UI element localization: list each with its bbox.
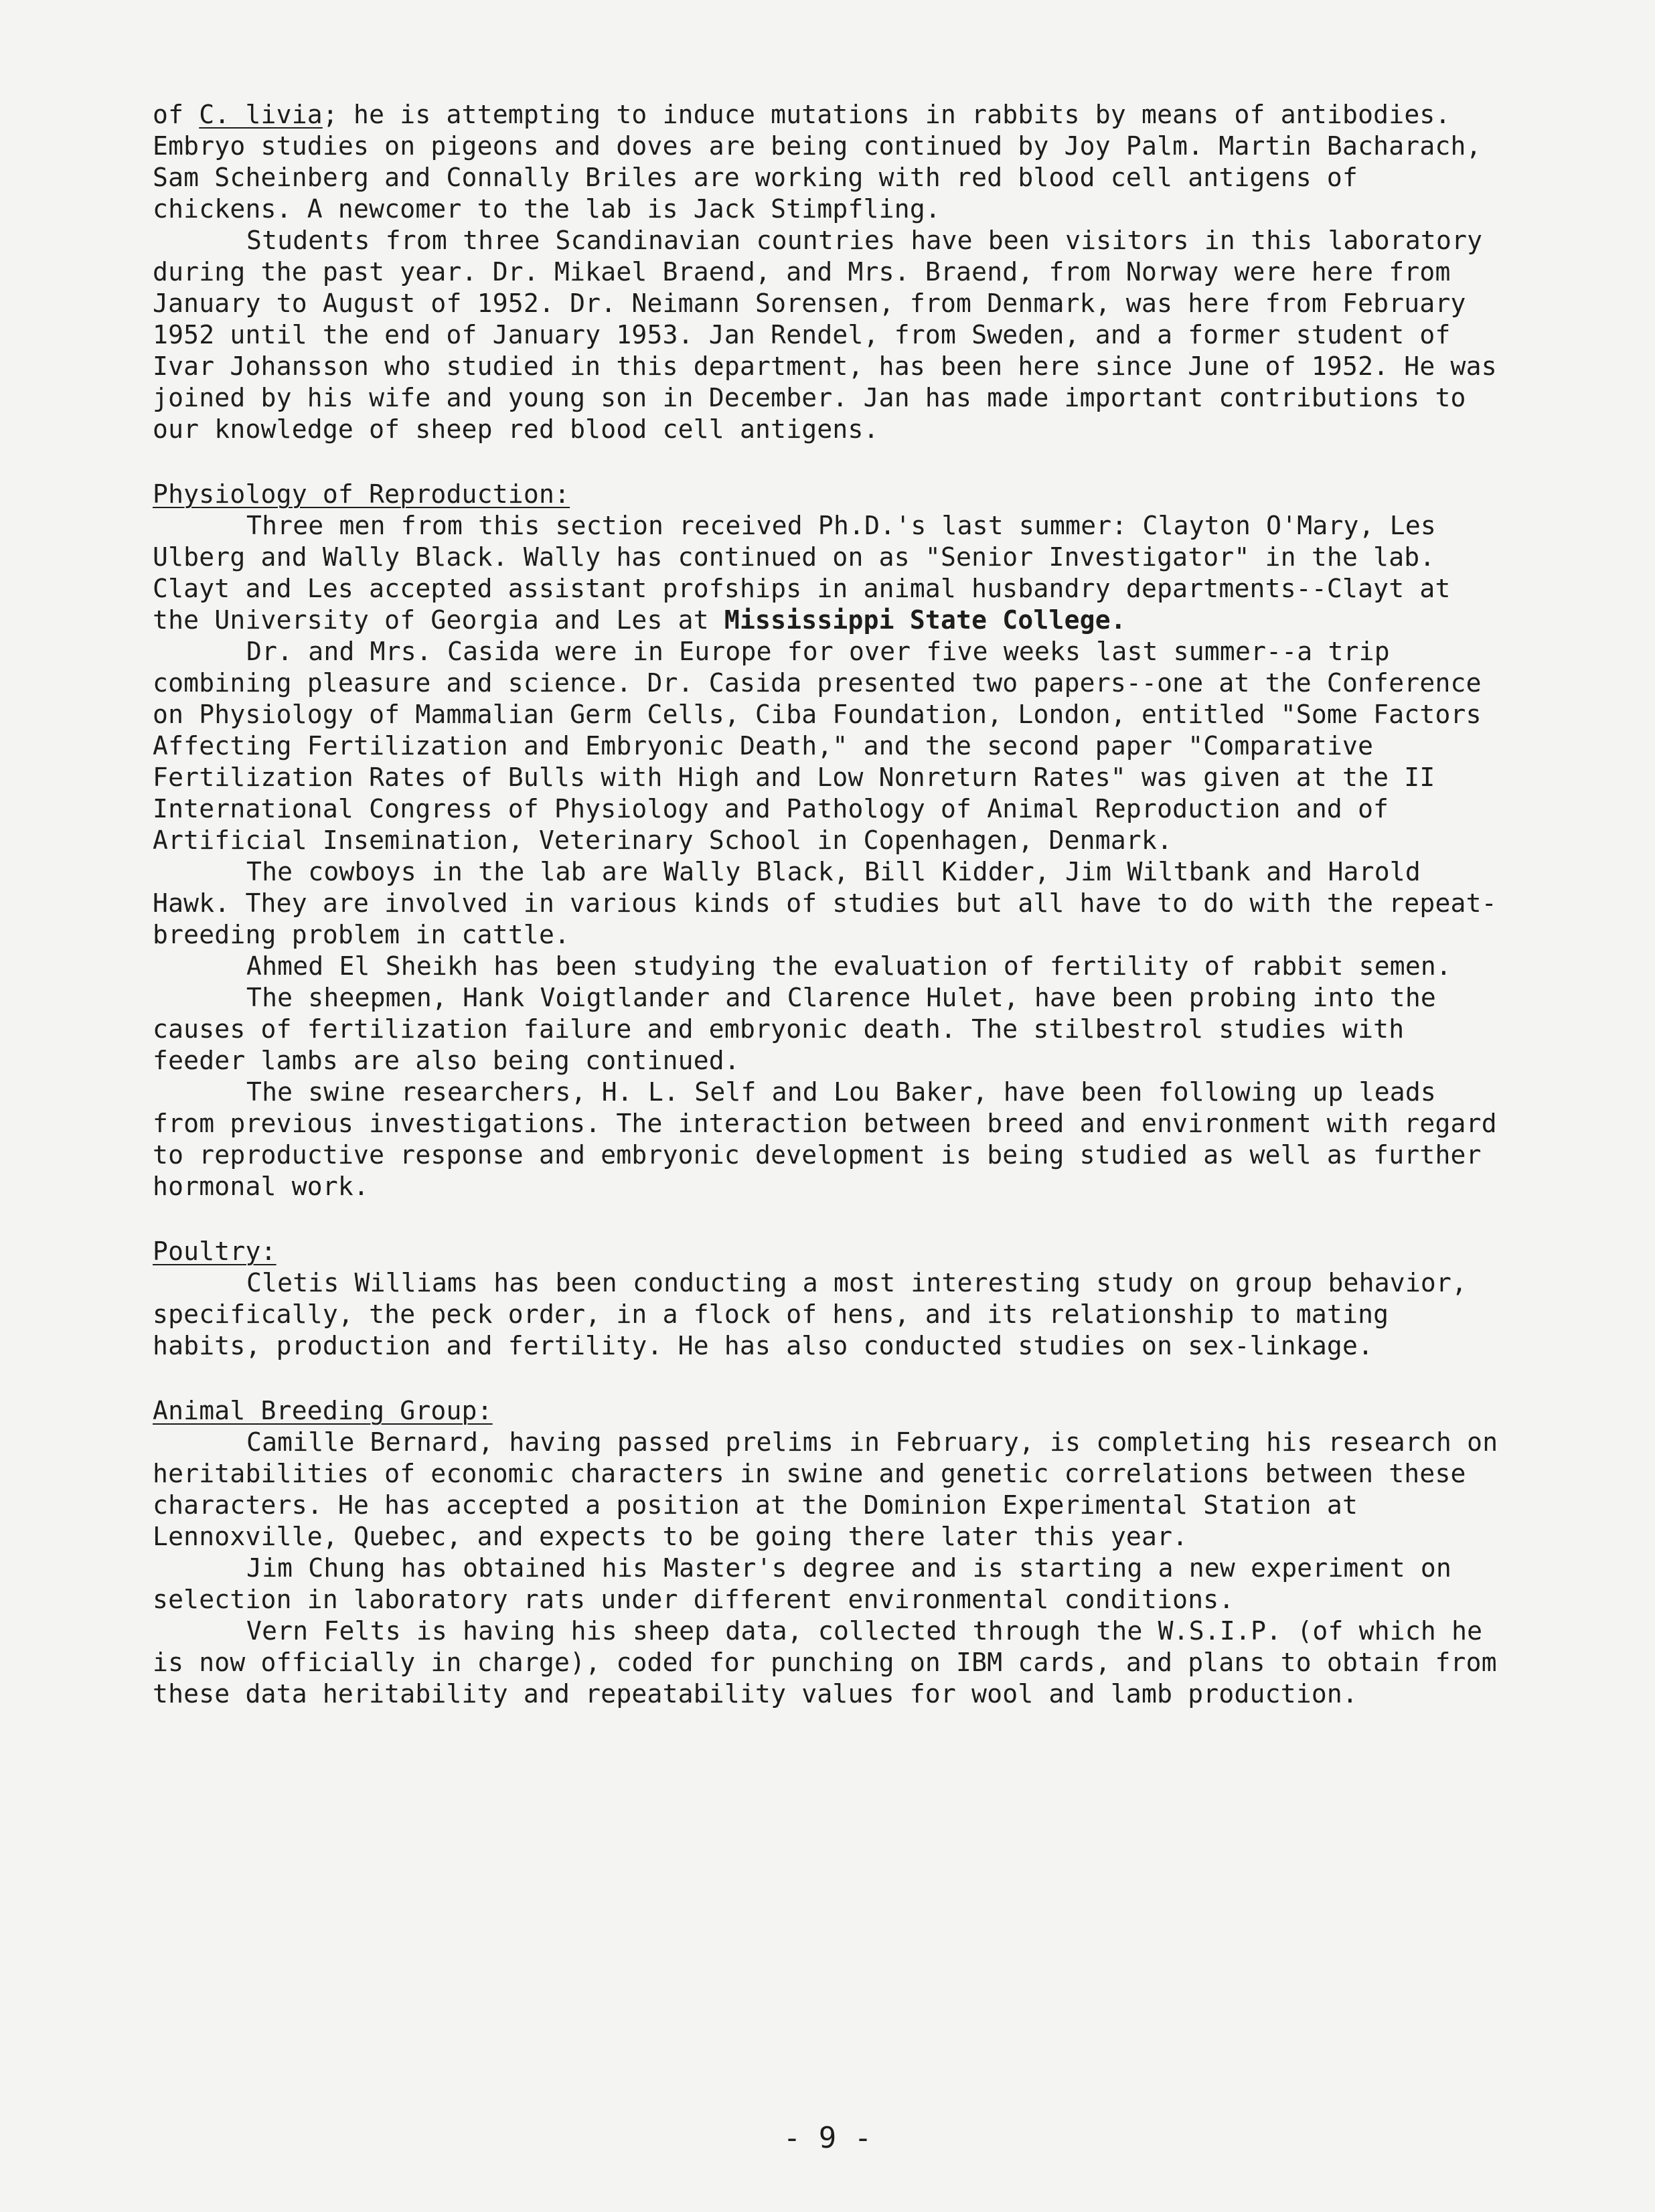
paragraph-intro-2: Students from three Scandinavian countries have been visitors in this laboratory during the past year. Dr. Mikael Braend, and Mrs. Braend, from Norway were here from January to August of 1952. Dr. Neimann Sorensen, from Denmark, was here from February 1952 until the end of January 1953. Jan Rendel, from Sweden, and a former student of Ivar Johansson who studied in this department, has been here since June of 1952. He was joined by his wife and young son in December. Jan has made important contributions to our knowledge of sheep red blood cell antigens. <box>153 226 1497 444</box>
paragraph-breeding-3: Vern Felts is having his sheep data, collected through the W.S.I.P. (of which he is now officially in charge), coded for punching on IBM cards, and plans to obtain from these data heritability and repeatability values for wool and lamb production. <box>153 1616 1497 1709</box>
physiology-p1-bold: Mississippi State College. <box>724 605 1126 635</box>
paragraph-physiology-6: The swine researchers, H. L. Self and Lou Baker, have been following up leads from previous investigations. The interaction between breed and environment with regard to reproductive response and embryonic development is being studied as well as further hormonal work. <box>153 1077 1497 1201</box>
intro-prefix: of <box>153 100 200 129</box>
section-heading-animal-breeding: Animal Breeding Group: <box>153 1396 493 1425</box>
section-heading-poultry: Poultry: <box>153 1237 277 1266</box>
paragraph-physiology-3: The cowboys in the lab are Wally Black, Bill Kidder, Jim Wiltbank and Harold Hawk. They are involved in various kinds of studies but all have to do with the repeat-breeding problem in cattle. <box>153 857 1497 949</box>
intro-rest: ; he is attempting to induce mutations in rabbits by means of antibodies. Embryo studies on pigeons and doves are being continued by Joy Palm. Martin Bacharach, Sam Scheinberg and Connally Briles are working with red blood cell antigens of chickens. A newcomer to the lab is Jack Stimpfling. <box>153 100 1482 224</box>
species-name: C. livia <box>199 100 323 129</box>
paragraph-physiology-5: The sheepmen, Hank Voigtlander and Clarence Hulet, have been probing into the causes of fertilization failure and embryonic death. The stilbestrol studies with feeder lambs are also being continued. <box>153 983 1437 1075</box>
physiology-p1-text: Three men from this section received Ph.D.'s last summer: Clayton O'Mary, Les Ulberg and Wally Black. Wally has continued on as "Senior Investigator" in the lab. Clayt and Les accepted assistant profships in animal husbandry departments--Clayt at the University of Georgia and Les at <box>153 511 1451 635</box>
page-number: - 9 - <box>783 2121 872 2155</box>
section-heading-physiology: Physiology of Reproduction: <box>153 479 570 509</box>
paragraph-breeding-2: Jim Chung has obtained his Master's degree and is starting a new experiment on selection in laboratory rats under different environmental conditions. <box>153 1553 1452 1614</box>
document-body <box>153 99 1498 1710</box>
paragraph-poultry-1: Cletis Williams has been conducting a most interesting study on group behavior, specifically, the peck order, in a flock of hens, and its relationship to mating habits, production and fertility. He has also conducted studies on sex-linkage. <box>153 1268 1468 1360</box>
paragraph-physiology-2: Dr. and Mrs. Casida were in Europe for over five weeks last summer--a trip combining pleasure and science. Dr. Casida presented two papers--one at the Conference on Physiology of Mammalian Germ Cells, Ciba Foundation, London, entitled "Some Factors Affecting Fertilization and Embryonic Death," and the second paper "Comparative Fertilization Rates of Bulls with High and Low Nonreturn Rates" was given at the II International Congress of Physiology and Pathology of Animal Reproduction and of Artificial Insemination, Veterinary School in Copenhagen, Denmark. <box>153 637 1482 855</box>
paragraph-physiology-1 <box>153 510 1498 636</box>
paragraph-intro-1 <box>153 99 1498 225</box>
paragraph-breeding-1: Camille Bernard, having passed prelims in February, is completing his research on heritabilities of economic characters in swine and genetic correlations between these characters. He has accepted a position at the Dominion Experimental Station at Lennoxville, Quebec, and expects to be going there later this year. <box>153 1427 1498 1551</box>
paragraph-physiology-4: Ahmed El Sheikh has been studying the evaluation of fertility of rabbit semen. <box>246 951 1452 981</box>
